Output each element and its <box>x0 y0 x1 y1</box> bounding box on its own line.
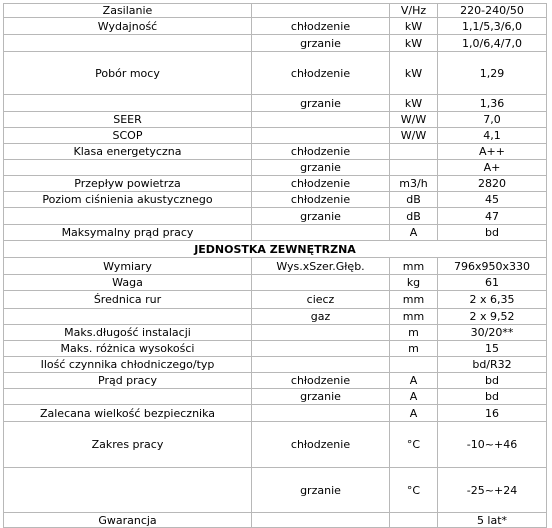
spec-row <box>4 258 547 275</box>
spec-row <box>4 176 547 192</box>
spec-unit: V/Hz <box>390 4 438 18</box>
spec-label: SEER <box>4 112 252 128</box>
spec-row <box>4 357 547 373</box>
spec-condition: gaz <box>252 309 390 325</box>
spec-unit: W/W <box>390 112 438 128</box>
spec-label: Ilość czynnika chłodniczego/typ <box>4 357 252 373</box>
spec-label: Maks. różnica wysokości <box>4 341 252 357</box>
spec-value: 796x950x330 <box>438 258 547 275</box>
spec-label: Maks.długość instalacji <box>4 325 252 341</box>
spec-condition: chłodzenie <box>252 422 390 468</box>
spec-condition <box>252 4 390 18</box>
spec-unit: A <box>390 373 438 389</box>
spec-label: Pobór mocy <box>4 52 252 95</box>
spec-unit <box>390 357 438 373</box>
spec-label: SCOP <box>4 128 252 144</box>
spec-row <box>4 4 547 18</box>
spec-label: Klasa energetyczna <box>4 144 252 160</box>
spec-label: Zakres pracy <box>4 422 252 468</box>
spec-value: A++ <box>438 144 547 160</box>
spec-value: -25~+24 <box>438 468 547 513</box>
spec-row <box>4 513 547 528</box>
spec-value: 7,0 <box>438 112 547 128</box>
spec-condition <box>252 275 390 291</box>
spec-value: 15 <box>438 341 547 357</box>
spec-unit: kW <box>390 95 438 112</box>
spec-condition <box>252 128 390 144</box>
spec-row <box>4 52 547 95</box>
spec-value: 1,1/5,3/6,0 <box>438 18 547 35</box>
spec-condition <box>252 112 390 128</box>
spec-condition: grzanie <box>252 35 390 52</box>
spec-unit: kW <box>390 52 438 95</box>
spec-label: Zalecana wielkość bezpiecznika <box>4 405 252 422</box>
spec-unit: kW <box>390 18 438 35</box>
spec-row <box>4 160 547 176</box>
spec-unit: mm <box>390 258 438 275</box>
spec-value: 30/20** <box>438 325 547 341</box>
spec-condition: chłodzenie <box>252 18 390 35</box>
spec-row <box>4 291 547 309</box>
spec-condition: chłodzenie <box>252 52 390 95</box>
spec-unit <box>390 144 438 160</box>
spec-condition <box>252 341 390 357</box>
spec-label: Waga <box>4 275 252 291</box>
spec-condition <box>252 325 390 341</box>
spec-row <box>4 275 547 291</box>
spec-label <box>4 389 252 405</box>
spec-unit: W/W <box>390 128 438 144</box>
section-title: JEDNOSTKA ZEWNĘTRZNA <box>4 241 547 258</box>
spec-condition: chłodzenie <box>252 176 390 192</box>
spec-label <box>4 95 252 112</box>
spec-value: -10~+46 <box>438 422 547 468</box>
spec-row <box>4 128 547 144</box>
spec-value: A+ <box>438 160 547 176</box>
spec-condition: grzanie <box>252 160 390 176</box>
spec-unit: °C <box>390 468 438 513</box>
spec-value: 4,1 <box>438 128 547 144</box>
spec-value: 220-240/50 <box>438 4 547 18</box>
spec-condition <box>252 357 390 373</box>
spec-label: Wydajność <box>4 18 252 35</box>
spec-row <box>4 373 547 389</box>
spec-unit: mm <box>390 291 438 309</box>
spec-label <box>4 35 252 52</box>
spec-unit: kg <box>390 275 438 291</box>
spec-unit: m <box>390 325 438 341</box>
spec-unit: kW <box>390 35 438 52</box>
section-header-row <box>4 241 547 258</box>
spec-condition: grzanie <box>252 208 390 225</box>
spec-condition: chłodzenie <box>252 144 390 160</box>
spec-value: 2820 <box>438 176 547 192</box>
spec-condition: grzanie <box>252 468 390 513</box>
spec-label: Prąd pracy <box>4 373 252 389</box>
spec-condition: chłodzenie <box>252 373 390 389</box>
spec-row <box>4 225 547 241</box>
spec-row <box>4 405 547 422</box>
spec-condition: chłodzenie <box>252 192 390 208</box>
spec-label <box>4 208 252 225</box>
spec-row <box>4 389 547 405</box>
spec-label <box>4 160 252 176</box>
spec-label: Wymiary <box>4 258 252 275</box>
spec-label: Gwarancja <box>4 513 252 528</box>
spec-row <box>4 422 547 468</box>
spec-unit: mm <box>390 309 438 325</box>
spec-row <box>4 112 547 128</box>
spec-row <box>4 208 547 225</box>
spec-unit: A <box>390 405 438 422</box>
spec-value: 45 <box>438 192 547 208</box>
spec-unit: m <box>390 341 438 357</box>
spec-unit: A <box>390 389 438 405</box>
spec-label: Zasilanie <box>4 4 252 18</box>
spec-value: 61 <box>438 275 547 291</box>
spec-label: Średnica rur <box>4 291 252 309</box>
spec-value: 2 x 6,35 <box>438 291 547 309</box>
spec-label <box>4 309 252 325</box>
spec-value: bd <box>438 373 547 389</box>
spec-unit: A <box>390 225 438 241</box>
spec-condition: grzanie <box>252 389 390 405</box>
spec-unit: dB <box>390 208 438 225</box>
spec-value: bd/R32 <box>438 357 547 373</box>
spec-value: 1,0/6,4/7,0 <box>438 35 547 52</box>
spec-row <box>4 341 547 357</box>
spec-condition <box>252 225 390 241</box>
spec-value: 1,36 <box>438 95 547 112</box>
spec-value: bd <box>438 225 547 241</box>
spec-row <box>4 309 547 325</box>
spec-label <box>4 468 252 513</box>
spec-row <box>4 35 547 52</box>
spec-value: 16 <box>438 405 547 422</box>
spec-label: Przepływ powietrza <box>4 176 252 192</box>
spec-label: Poziom ciśnienia akustycznego <box>4 192 252 208</box>
spec-table <box>3 3 547 528</box>
spec-row <box>4 468 547 513</box>
spec-value: 5 lat* <box>438 513 547 528</box>
spec-label: Maksymalny prąd pracy <box>4 225 252 241</box>
spec-unit <box>390 160 438 176</box>
spec-value: 47 <box>438 208 547 225</box>
spec-condition <box>252 405 390 422</box>
spec-row <box>4 18 547 35</box>
spec-row <box>4 95 547 112</box>
spec-table-body <box>4 4 547 528</box>
spec-row <box>4 144 547 160</box>
spec-condition: Wys.xSzer.Głęb. <box>252 258 390 275</box>
spec-unit: dB <box>390 192 438 208</box>
spec-row <box>4 192 547 208</box>
spec-condition <box>252 513 390 528</box>
spec-condition: grzanie <box>252 95 390 112</box>
spec-value: bd <box>438 389 547 405</box>
spec-row <box>4 325 547 341</box>
spec-unit: °C <box>390 422 438 468</box>
spec-condition: ciecz <box>252 291 390 309</box>
spec-unit <box>390 513 438 528</box>
spec-value: 1,29 <box>438 52 547 95</box>
spec-value: 2 x 9,52 <box>438 309 547 325</box>
spec-unit: m3/h <box>390 176 438 192</box>
